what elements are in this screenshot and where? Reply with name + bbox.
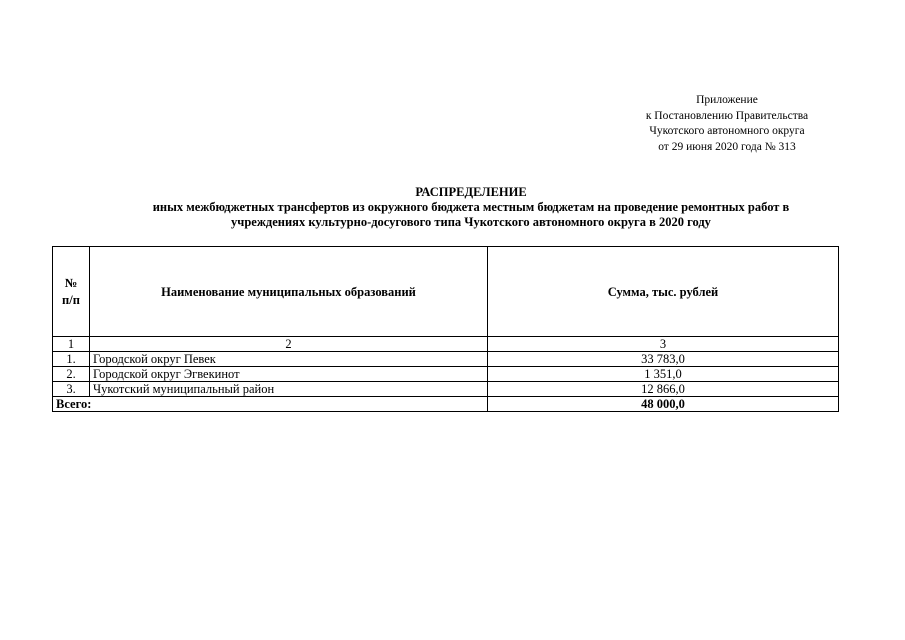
appendix-line: Чукотского автономного округа — [649, 125, 805, 137]
header-name: Наименование муниципальных образований — [90, 247, 488, 337]
index-row — [53, 337, 839, 352]
header-num — [53, 247, 90, 337]
row-num: 3. — [53, 382, 90, 397]
title-line: иных межбюджетных трансфертов из окружного бюджета местным бюджетам на проведение ремонтных работ в — [152, 200, 790, 214]
header-num-symbol: № — [64, 275, 78, 290]
row-name: Городской округ Эгвекинот — [90, 367, 488, 382]
appendix-line: Приложение — [696, 94, 758, 106]
appendix-line: от 29 июня 2020 года № 313 — [658, 140, 796, 153]
header-sum: Сумма, тыс. рублей — [488, 247, 839, 337]
header-num-label: п/п — [62, 292, 80, 307]
header-row — [53, 247, 839, 337]
index-cell: 1 — [53, 337, 90, 352]
appendix-line: к Постановлению Правительства — [645, 109, 809, 122]
row-sum: 1 351,0 — [488, 367, 839, 382]
appendix-block — [604, 93, 850, 155]
total-label: Всего: — [53, 397, 488, 412]
title-heading: РАСПРЕДЕЛЕНИЕ — [415, 185, 527, 199]
row-sum: 12 866,0 — [488, 382, 839, 397]
index-cell: 2 — [90, 337, 488, 352]
document-title — [40, 185, 902, 230]
table-row — [53, 382, 839, 397]
table-row — [53, 367, 839, 382]
row-num: 1. — [53, 352, 90, 367]
total-row — [53, 397, 839, 412]
row-sum: 33 783,0 — [488, 352, 839, 367]
row-num: 2. — [53, 367, 90, 382]
row-name: Городской округ Певек — [90, 352, 488, 367]
index-cell: 3 — [488, 337, 839, 352]
row-name: Чукотский муниципальный район — [90, 382, 488, 397]
distribution-table — [52, 246, 839, 412]
total-sum: 48 000,0 — [488, 397, 839, 412]
title-line: учреждениях культурно-досугового типа Чукотского автономного округа в 2020 году — [231, 215, 711, 229]
table-row — [53, 352, 839, 367]
